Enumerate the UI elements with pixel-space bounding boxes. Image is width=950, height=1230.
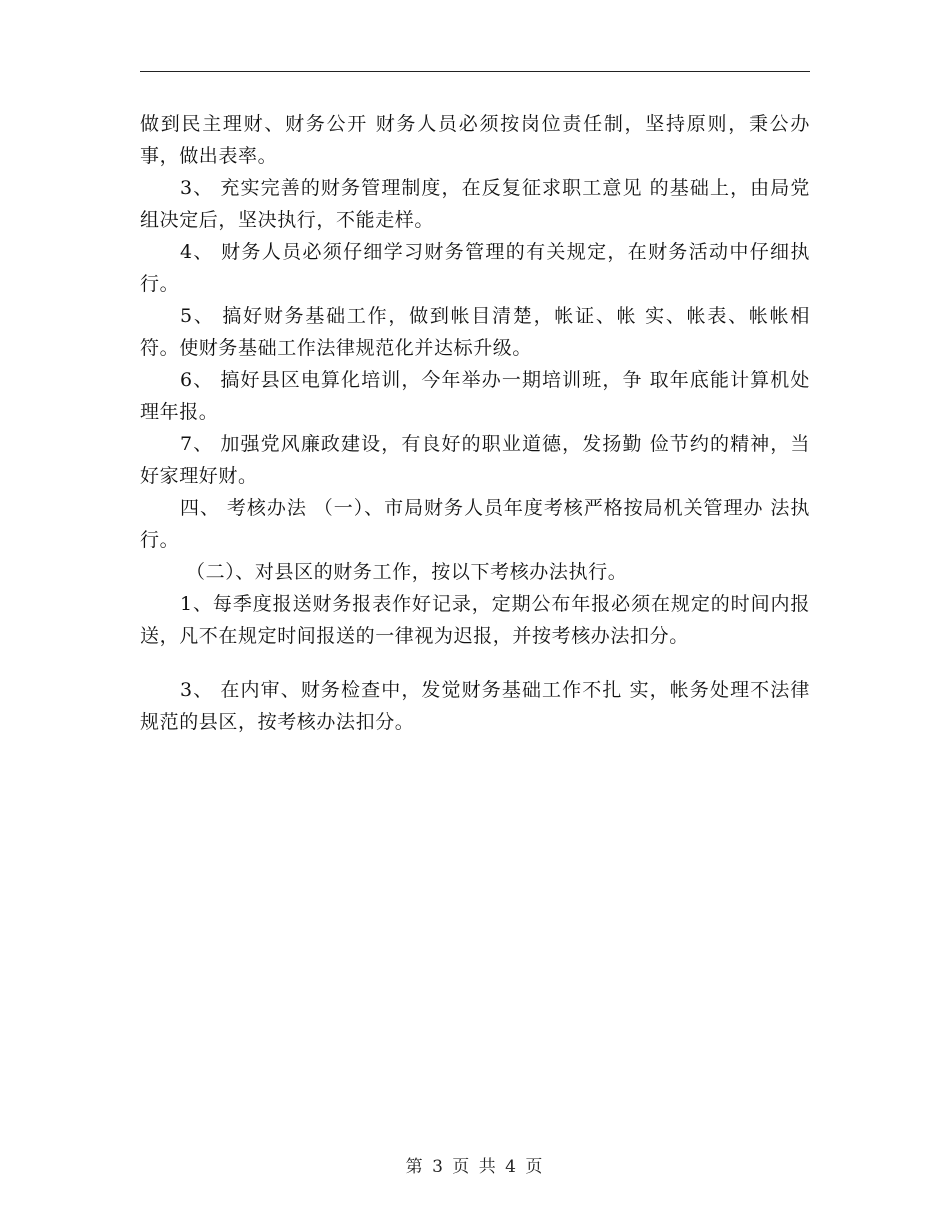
paragraph-item-5: 5、 搞好财务基础工作，做到帐目清楚，帐证、帐 实、帐表、帐帐相符。使财务基础工作法律规范化并达标升级。 xyxy=(140,305,810,359)
paragraph-item-7: 7、 加强党风廉政建设，有良好的职业道德，发扬勤 俭节约的精神，当好家理好财。 xyxy=(140,433,810,487)
paragraph-continuation: 做到民主理财、财务公开 财务人员必须按岗位责任制，坚持原则，秉公办事，做出表率。 xyxy=(140,113,810,167)
paragraph-item-6: 6、 搞好县区电算化培训，今年举办一期培训班，争 取年底能计算机处理年报。 xyxy=(140,369,810,423)
paragraph-rule-1: 1、每季度报送财务报表作好记录，定期公布年报必须在规定的时间内报送，凡不在规定时间报送的一律视为迟报，并按考核办法扣分。 xyxy=(140,593,810,647)
page-number-footer: 第 3 页 共 4 页 xyxy=(405,1157,545,1177)
section-heading-assessment: 四、 考核办法 （一）、市局财务人员年度考核严格按局机关管理办 法执行。 xyxy=(140,497,810,551)
header-rule xyxy=(140,71,810,72)
paragraph-item-4: 4、 财务人员必须仔细学习财务管理的有关规定，在财务活动中仔细执行。 xyxy=(140,241,810,295)
paragraph-item-3: 3、 充实完善的财务管理制度，在反复征求职工意见 的基础上，由局党组决定后，坚决执行，不能走样。 xyxy=(140,177,810,231)
paragraph-subsection-2: （二）、对县区的财务工作，按以下考核办法执行。 xyxy=(186,561,628,583)
paragraph-rule-3: 3、 在内审、财务检查中，发觉财务基础工作不扎 实，帐务处理不法律规范的县区，按考核办法扣分。 xyxy=(140,679,810,733)
document-body xyxy=(140,108,810,738)
paragraph-gap xyxy=(140,652,810,674)
